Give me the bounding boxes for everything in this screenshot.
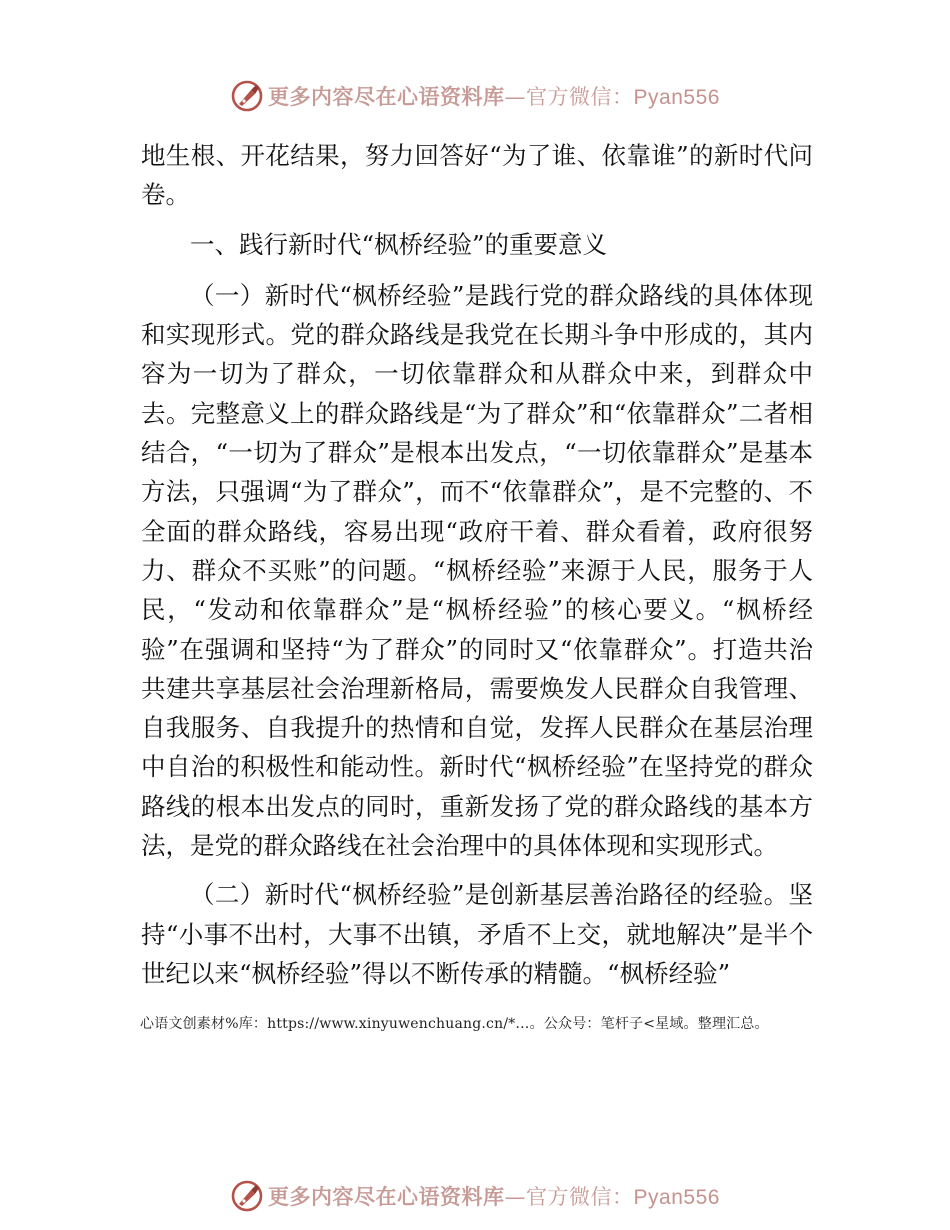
banner-wechat-label: 官方微信： bbox=[526, 85, 634, 109]
pen-nib-logo-icon bbox=[230, 1179, 264, 1213]
paragraph-subsection-1: （一）新时代“枫桥经验”是践行党的群众路线的具体体现和实现形式。党的群众路线是我党在长期斗争中形成的，其内容为一切为了群众，一切依靠群众和从群众中来，到群众中去。完整意义上的群众路线是“为了群众”和“依靠群众”二者相结合，“一切为了群众”是根本出发点，“一切依靠群众”是基本方法，只强调“为了群众”，而不“依靠群众”，是不完整的、不全面的群众路线，容易出现“政府干着、群众看着，政府很努力、群众不买账”的问题。“枫桥经验”来源于人民，服务于人民，“发动和依靠群众”是“枫桥经验”的核心要义。“枫桥经验”在强调和坚持“为了群众”的同时又“依靠群众”。打造共治共建共享基层社会治理新格局，需要焕发人民群众自我管理、自我服务、自我提升的热情和自觉，发挥人民群众在基层治理中自治的积极性和能动性。新时代“枫桥经验”在坚持党的群众路线的根本出发点的同时，重新发扬了党的群众路线的基本方法，是党的群众路线在社会治理中的具体体现和实现形式。 bbox=[141, 280, 813, 861]
banner-separator: — bbox=[504, 1185, 527, 1209]
paragraph-continuation: 地生根、开花结果，努力回答好“为了谁、依靠谁”的新时代问卷。 bbox=[141, 141, 813, 210]
header-banner bbox=[0, 76, 950, 116]
banner-wechat-id: Pyan556 bbox=[633, 1186, 720, 1209]
banner-wechat-id: Pyan556 bbox=[633, 86, 720, 109]
banner-text bbox=[268, 81, 720, 111]
footer-banner bbox=[0, 1176, 950, 1216]
paragraph-subsection-2: （二）新时代“枫桥经验”是创新基层善治路径的经验。坚持“小事不出村，大事不出镇，矛盾不上交，就地解决”是半个世纪以来“枫桥经验”得以不断传承的精髓。“枫桥经验” bbox=[141, 880, 813, 988]
banner-wechat-label: 官方微信： bbox=[526, 1185, 634, 1209]
banner-separator: — bbox=[504, 85, 527, 109]
pen-nib-logo-icon bbox=[230, 79, 264, 113]
banner-brand: 更多内容尽在心语资料库 bbox=[268, 1185, 505, 1209]
footer-note: 心语文创素材%库：https://www.xinyuwenchuang.cn/*…。公众号：笔杆子<星域。整理汇总。 bbox=[140, 1016, 769, 1032]
section-heading: 一、践行新时代“枫桥经验”的重要意义 bbox=[190, 229, 608, 259]
banner-text bbox=[268, 1181, 720, 1211]
banner-brand: 更多内容尽在心语资料库 bbox=[268, 85, 505, 109]
document-body bbox=[141, 136, 813, 993]
